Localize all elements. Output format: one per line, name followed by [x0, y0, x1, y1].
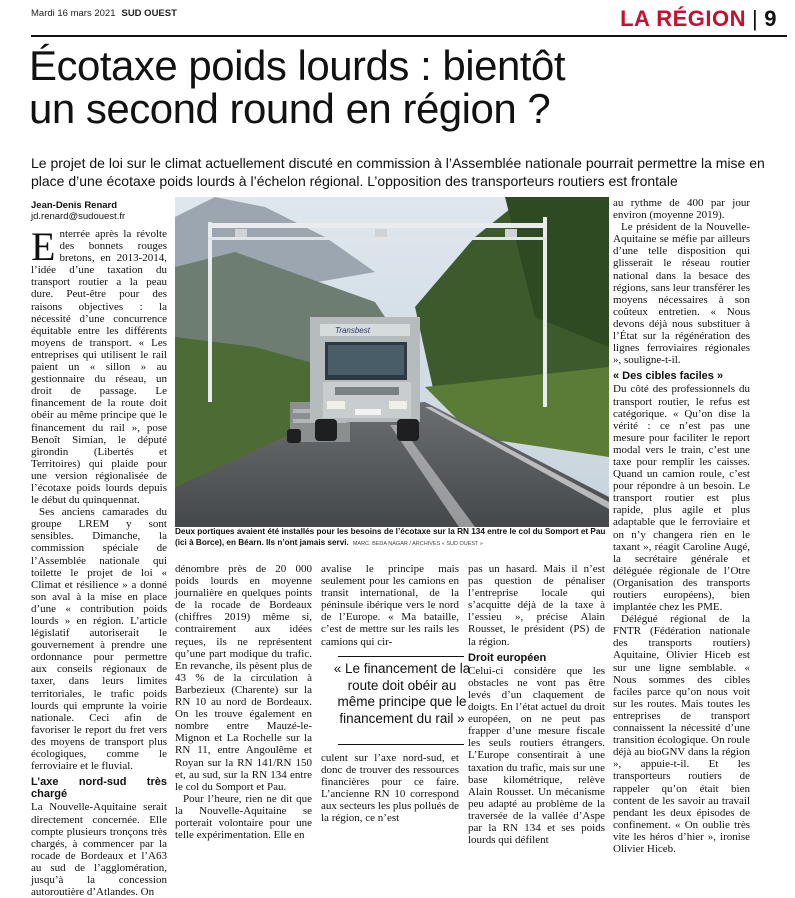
column-5: [613, 197, 750, 855]
column-3-bottom: [321, 752, 459, 825]
headline: [29, 44, 769, 130]
subheading: « Des cibles faciles »: [613, 370, 724, 383]
subheading: L’axe nord-sud très chargé: [31, 776, 167, 801]
author-email[interactable]: jd.renard@sudouest.fr: [31, 211, 126, 222]
drop-cap: E: [31, 224, 56, 269]
truck-on-road-photo: [175, 197, 609, 527]
pull-quote-rule-bottom: [338, 744, 464, 745]
headline-line-2: un second round en région ?: [29, 85, 551, 132]
truck-sign: Transbest: [335, 326, 370, 335]
column-1: [31, 224, 167, 898]
byline: [31, 200, 125, 222]
paragraph: Délégué régional de la FNTR (Fédération nationale des transports routiers) Aquitaine, Olivier Hiceb est sur une ligne semblable. « Nous sommes des cibles faciles parce qu’on nous voit sur les routes. Mais toutes les entreprises de transport connaissent la nécessité d’une transition écologique. On roule déjà au bioGNV dans la région », appuie-t-il. Et les transporteurs routiers de rappeler qu’on était bien content de les savoir au travail pendant les deux épisodes de confinement. « On oublie très vite les héros d’hier », ironise Olivier Hiceb.: [613, 613, 750, 855]
column-3-top: [321, 563, 459, 648]
pull-quote: « Le financement de la route doit obéir au même principe que le financement du rail »: [333, 661, 471, 726]
section-heading: [620, 6, 777, 32]
section-name: LA RÉGION: [620, 6, 747, 31]
paragraph: Du côté des professionnels du transport routier, le refus est catégorique. « Qu’on dise la vérité : ce n’est pas une mesure pour faciliter le report modal vers le train, c’est une taxe pour remplir les caisses. Quand un camion roule, c’est pour répondre à un besoin. Le transport routier est plus rapide, plus agile et plus adaptable que le ferroviaire et on n’y changera rien en le taxant », réagit Caroline Augé, la secrétaire générale et déléguée régionale de l’Otre (Organisation des transports routiers européens), bien implantée chez les PME.: [613, 383, 750, 614]
pull-quote-rule-top: [338, 656, 464, 657]
photo-caption: [175, 527, 609, 549]
header-rule: [31, 35, 787, 37]
photo-credit: MARC. BEDA NAGAR / ARCHIVES « SUD OUEST »: [352, 540, 483, 547]
issue-date-line: [31, 8, 177, 19]
paragraph: Le président de la Nouvelle-Aquitaine se méfie par ailleurs d’une telle disposition qui glisserait le réseau routier national dans la besace des régions, sans leur transférer les moyens nécessaires à son coûteux entretien. « Nous devons déjà nous substituer à l’État sur la régénération des lignes ferroviaires régionales », souligne-t-il.: [613, 221, 750, 367]
column-4: [468, 563, 605, 846]
article-photo: [175, 197, 609, 527]
paragraph: culent sur l’axe nord-sud, et donc de trouver des ressources financières pour ce faire. L’ancienne RN 10 correspond aux secteurs les plus pollués de la région, ce n’est: [321, 752, 459, 825]
column-2: [175, 563, 312, 841]
paragraph: pas un hasard. Mais il n’est pas question de pénaliser l’entreprise locale qui s’acquitte déjà de la taxe à l’essieu », précise Alain Rousset, le président (PS) de la région.: [468, 563, 605, 648]
paragraph: au rythme de 400 par jour environ (moyenne 2019).: [613, 197, 750, 222]
paragraph: Ses anciens camarades du groupe LREM y sont sensibles. Dimanche, la commission spéciale de l’Assemblée nationale qui toilette le projet de loi « Climat et résilience » a donné son aval à la mise en place d’une « contribution poids lourds » en région. L’article législatif autoriserait le gouvernement à prendre une ordonnance pour permettre aux conseils régionaux de taxer, dans leurs limites territoriales, le trafic poids lourds qui emprunte la voirie nationale. Ceci afin de favoriser le report du fret vers des moyens de transport plus écologiques, comme le ferroviaire et le fluvial.: [31, 506, 167, 773]
paragraph: avalise le principe mais seulement pour les camions en transit international, de la péninsule ibérique vers le nord de l’Europe. « Ma bataille, c’est de mettre sur les rails les camions qui cir-: [321, 563, 459, 648]
issue-date: Mardi 16 mars 2021: [31, 8, 116, 19]
paragraph: Pour l’heure, rien ne dit que la Nouvelle-Aquitaine se porterait volontaire pour une telle expérimentation. Elle en: [175, 792, 312, 842]
headline-line-1: Écotaxe poids lourds : bientôt: [29, 42, 566, 89]
publication-name: SUD OUEST: [121, 8, 177, 19]
section-separator: |: [752, 6, 759, 31]
page-number: 9: [764, 6, 777, 31]
paragraph: La Nouvelle-Aquitaine serait directement concernée. Elle compte plusieurs tronçons très chargés, à commencer par la rocade de Bordeaux et l’A63 au sud de l’agglomération, jusqu’à la concession autoroutière d’Atlandes. On: [31, 801, 167, 898]
paragraph: Enterrée après la révolte des bonnets rouges bretons, en 2013-2014, l’idée d’une taxation du transport routier a la peau dure. Peut-être pour des raisons objectives : la nécessité d’une concurrence équitable entre les différents moyens de transport. « Les entreprises qui utilisent le rail paient un « sillon » au gestionnaire du réseau, un droit de passage. Le financement de la route doit obéir au même principe que le financement du rail », pose Benoît Simian, le député girondin (Libertés et Territoires) qui plaide pour une version régionalisée de l’écotaxe poids lourds depuis le début du quinquennat.: [31, 224, 167, 507]
standfirst: Le projet de loi sur le climat actuellement discuté en commission à l’Assemblée nationale pourrait permettre la mise en place d’une écotaxe poids lourds à l’échelon régional. L’opposition des transporteurs routiers est frontale: [31, 155, 765, 189]
caption-text: Deux portiques avaient été installés pour les besoins de l’écotaxe sur la RN 134 entre le col du Somport et Pau (ici à Borce), en Béarn. Ils n’ont jamais servi.: [175, 527, 606, 547]
subheading: Droit européen: [468, 651, 547, 664]
paragraph: Celui-ci considère que les obstacles ne vont pas être levés d’un claquement de doigts. En l’état actuel du droit européen, on ne peut pas frapper d’une mesure fiscale les seuls routiers étrangers. L’Europe consentirait à une taxation du trafic, mais sur une base kilométrique, relève Alain Rousset. Un mécanisme peu adapté au problème de la traversée de la vallée d’Aspe par la RN 134 et ses poids lourds qui défilent: [468, 664, 605, 847]
author-name: Jean-Denis Renard: [31, 200, 118, 211]
paragraph: dénombre près de 20 000 poids lourds en moyenne journalière en quelques points de la rocade de Bordeaux (chiffres 2019) même si, contrairement aux idées reçues, ils ne représentent qu’une part modique du trafic. En revanche, ils pèsent plus de 43 % de la circulation à Barbezieux (Charente) sur la RN 10 au nord de Bordeaux. On les trouve également en nombre entre Mauzé-le-Mignon et La Rochelle sur la RN 11, entre Angoulême et Royan sur la RN 141/RN 150 et, au sud, sur la RN 134 entre le col du Somport et Pau.: [175, 563, 312, 793]
